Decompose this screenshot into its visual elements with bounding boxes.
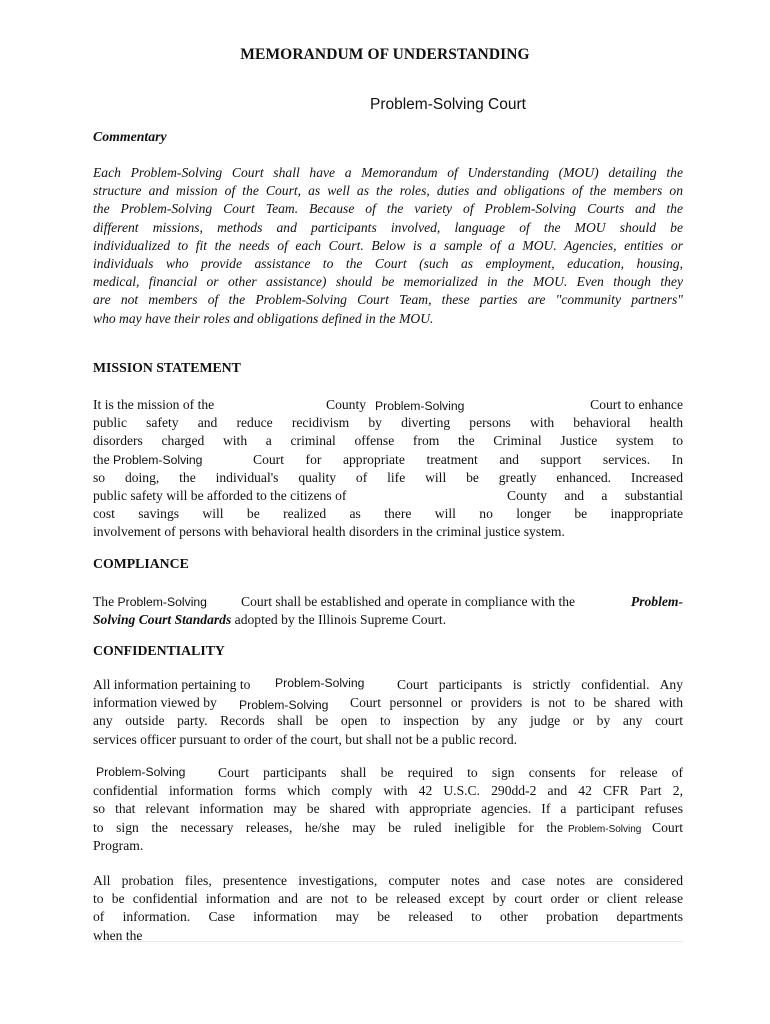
confidentiality-line: any outside party. Records shall be open to inspection by any judge or by any court bbox=[93, 713, 683, 729]
commentary-line: the Problem-Solving Court Team. Because of the variety of Problem-Solving Courts and the bbox=[93, 201, 683, 217]
court-type-fill: Problem-Solving bbox=[96, 765, 186, 779]
mission-text: Court to enhance bbox=[590, 397, 683, 412]
commentary-line: different missions, methods and participants involved, language of the MOU should be bbox=[93, 219, 683, 235]
mission-line: disorders charged with a criminal offense from the Criminal Justice system to bbox=[93, 433, 683, 449]
compliance-paragraph bbox=[93, 593, 683, 629]
confidentiality-paragraph-3 bbox=[93, 872, 683, 945]
mission-line bbox=[93, 396, 683, 414]
mission-heading: MISSION STATEMENT bbox=[93, 360, 241, 375]
confidentiality-line bbox=[93, 694, 683, 712]
commentary-line: Each Problem-Solving Court shall have a Memorandum of Understanding (MOU) detailing the bbox=[93, 165, 683, 180]
confidentiality-line: when the bbox=[93, 927, 143, 943]
mission-text: the bbox=[93, 451, 110, 467]
commentary-line: medical, financial or other assistance) should be memorialized in the MOU. Even though they bbox=[93, 274, 683, 290]
compliance-line bbox=[93, 611, 683, 629]
confidentiality-text: Court bbox=[652, 819, 683, 835]
county-fill: County bbox=[326, 397, 367, 412]
mission-line bbox=[93, 451, 683, 469]
commentary-line: who may have their roles and obligations defined in the MOU. bbox=[93, 310, 434, 326]
standards-reference: Solving Court Standards bbox=[93, 612, 232, 628]
confidentiality-text: information viewed by bbox=[93, 695, 217, 711]
confidentiality-line bbox=[93, 819, 683, 837]
confidentiality-line: services officer pursuant to order of the court, but shall not be a public record. bbox=[93, 731, 518, 747]
court-type-fill: Problem-Solving bbox=[239, 698, 329, 713]
mission-text: public safety will be afforded to the citizens of bbox=[93, 488, 347, 504]
confidentiality-paragraph-1 bbox=[93, 676, 683, 749]
compliance-line bbox=[93, 593, 683, 611]
mission-line bbox=[93, 487, 683, 505]
confidentiality-line: All probation files, presentence investigations, computer notes and case notes are considered bbox=[93, 873, 683, 888]
mission-text: It is the mission of the bbox=[93, 397, 215, 412]
commentary-line: structure and mission of the Court, as well as the roles, duties and obligations of the members on bbox=[93, 183, 683, 199]
mission-line: public safety and reduce recidivism by diverting persons with behavioral health bbox=[93, 415, 683, 431]
compliance-text: Court shall be established and operate in compliance with the bbox=[241, 594, 576, 609]
commentary-line: individualized to fit the needs of each Court. Below is a sample of a MOU. Agencies, entities or bbox=[93, 237, 683, 253]
court-type-fill: Problem-Solving bbox=[117, 595, 207, 609]
mission-line: involvement of persons with behavioral health disorders in the criminal justice system. bbox=[93, 524, 565, 540]
confidentiality-line: of information. Case information may be released to other probation departments bbox=[93, 909, 683, 925]
confidentiality-line bbox=[93, 676, 683, 694]
confidentiality-paragraph-2 bbox=[93, 764, 683, 855]
confidentiality-line: to be confidential information and are not to be released except by court order or client release bbox=[93, 891, 683, 907]
standards-reference: Problem- bbox=[630, 594, 683, 609]
confidentiality-text: Court participants shall be required to sign consents for release of bbox=[218, 765, 683, 780]
confidentiality-line: Program. bbox=[93, 837, 144, 853]
confidentiality-line bbox=[93, 764, 683, 782]
commentary-heading: Commentary bbox=[93, 129, 167, 144]
commentary-line: individuals who provide assistance to the Court (such as employment, education, housing, bbox=[93, 256, 683, 272]
confidentiality-text: Court participants is strictly confidential. Any bbox=[397, 677, 683, 692]
confidentiality-line: confidential information forms which comply with 42 U.S.C. 290dd-2 and 42 CFR Part 2, bbox=[93, 783, 683, 799]
compliance-text: The bbox=[93, 594, 115, 609]
commentary-line: are not members of the Problem-Solving Court Team, these parties are "community partners" bbox=[93, 292, 683, 308]
mission-paragraph bbox=[93, 396, 683, 542]
mission-line: so doing, the individual's quality of life will be greatly enhanced. Increased bbox=[93, 469, 683, 485]
confidentiality-text: Court personnel or providers is not to be shared with bbox=[350, 695, 683, 711]
mission-line: cost savings will be realized as there will no longer be inappropriate bbox=[93, 506, 683, 522]
page-cutoff-line bbox=[93, 941, 683, 942]
court-type-fill: Problem-Solving bbox=[375, 399, 465, 413]
mission-text: County and a substantial bbox=[507, 488, 683, 504]
court-type-fill: Problem-Solving bbox=[275, 676, 365, 690]
commentary-paragraph bbox=[93, 164, 683, 328]
compliance-text: adopted by the Illinois Supreme Court. bbox=[234, 612, 447, 628]
document-title: MEMORANDUM OF UNDERSTANDING bbox=[240, 46, 530, 63]
confidentiality-line: so that relevant information may be shared with appropriate agencies. If a participant refuses bbox=[93, 801, 683, 817]
mission-text: Court for appropriate treatment and support services. In bbox=[253, 451, 683, 467]
compliance-heading: COMPLIANCE bbox=[93, 556, 189, 571]
confidentiality-text: to sign the necessary releases, he/she may be ruled ineligible for the bbox=[93, 819, 563, 835]
court-type-fill: Problem-Solving bbox=[568, 823, 642, 835]
confidentiality-heading: CONFIDENTIALITY bbox=[93, 643, 225, 658]
court-type-fill: Problem-Solving bbox=[113, 452, 203, 467]
confidentiality-text: All information pertaining to bbox=[93, 677, 251, 692]
document-subtitle: Problem-Solving Court bbox=[370, 96, 526, 113]
